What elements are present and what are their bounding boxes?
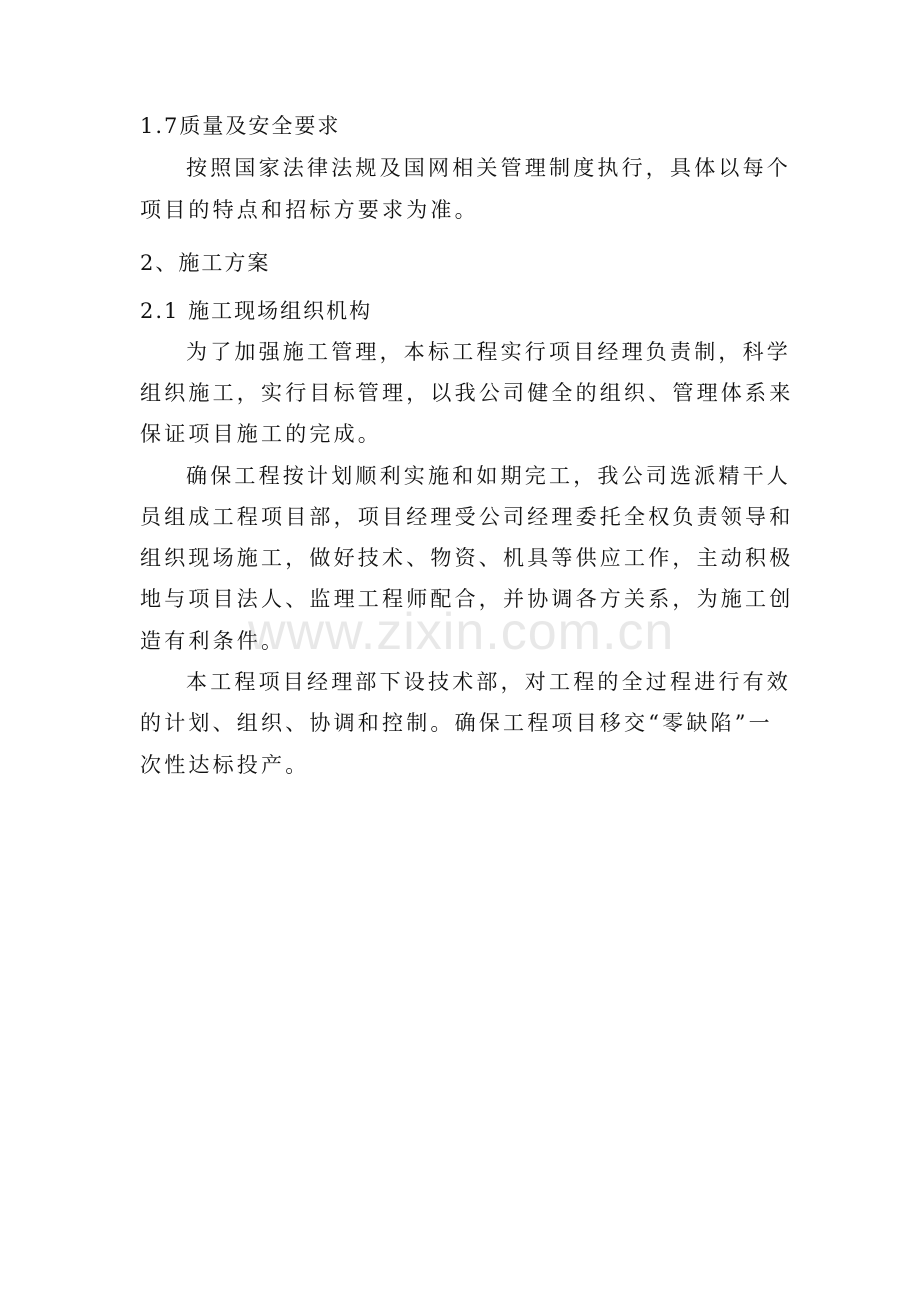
heading-2-1: 2.1 施工现场组织机构 xyxy=(140,299,373,323)
paragraph-line: 本工程项目经理部下设技术部，对工程的全过程进行有效 xyxy=(186,670,791,694)
paragraph-line: 组织现场施工，做好技术、物资、机具等供应工作，主动积极 xyxy=(140,546,794,570)
paragraph-line: 确保工程按计划顺利实施和如期完工，我公司选派精干人 xyxy=(186,464,791,488)
paragraph-line: 项目的特点和招标方要求为准。 xyxy=(140,198,479,222)
heading-1-7: 1.7质量及安全要求 xyxy=(140,114,341,138)
paragraph-line: 保证项目施工的完成。 xyxy=(140,422,382,446)
paragraph-line: 组织施工，实行目标管理，以我公司健全的组织、管理体系来 xyxy=(140,381,794,405)
heading-2: 2、施工方案 xyxy=(140,251,271,275)
paragraph-line: 地与项目法人、监理工程师配合，并协调各方关系，为施工创 xyxy=(140,587,794,611)
paragraph-line: 为了加强施工管理，本标工程实行项目经理负责制，科学 xyxy=(186,340,791,364)
paragraph-line: 造有利条件。 xyxy=(140,629,286,653)
paragraph-line: 的计划、组织、协调和控制。确保工程项目移交“零缺陷”一 xyxy=(140,711,773,735)
watermark-text: www.zixin.com.cn xyxy=(248,603,675,661)
paragraph-line: 次性达标投产。 xyxy=(140,753,310,777)
paragraph-line: 按照国家法律法规及国网相关管理制度执行，具体以每个 xyxy=(186,156,791,180)
paragraph-line: 员组成工程项目部，项目经理受公司经理委托全权负责领导和 xyxy=(140,505,794,529)
